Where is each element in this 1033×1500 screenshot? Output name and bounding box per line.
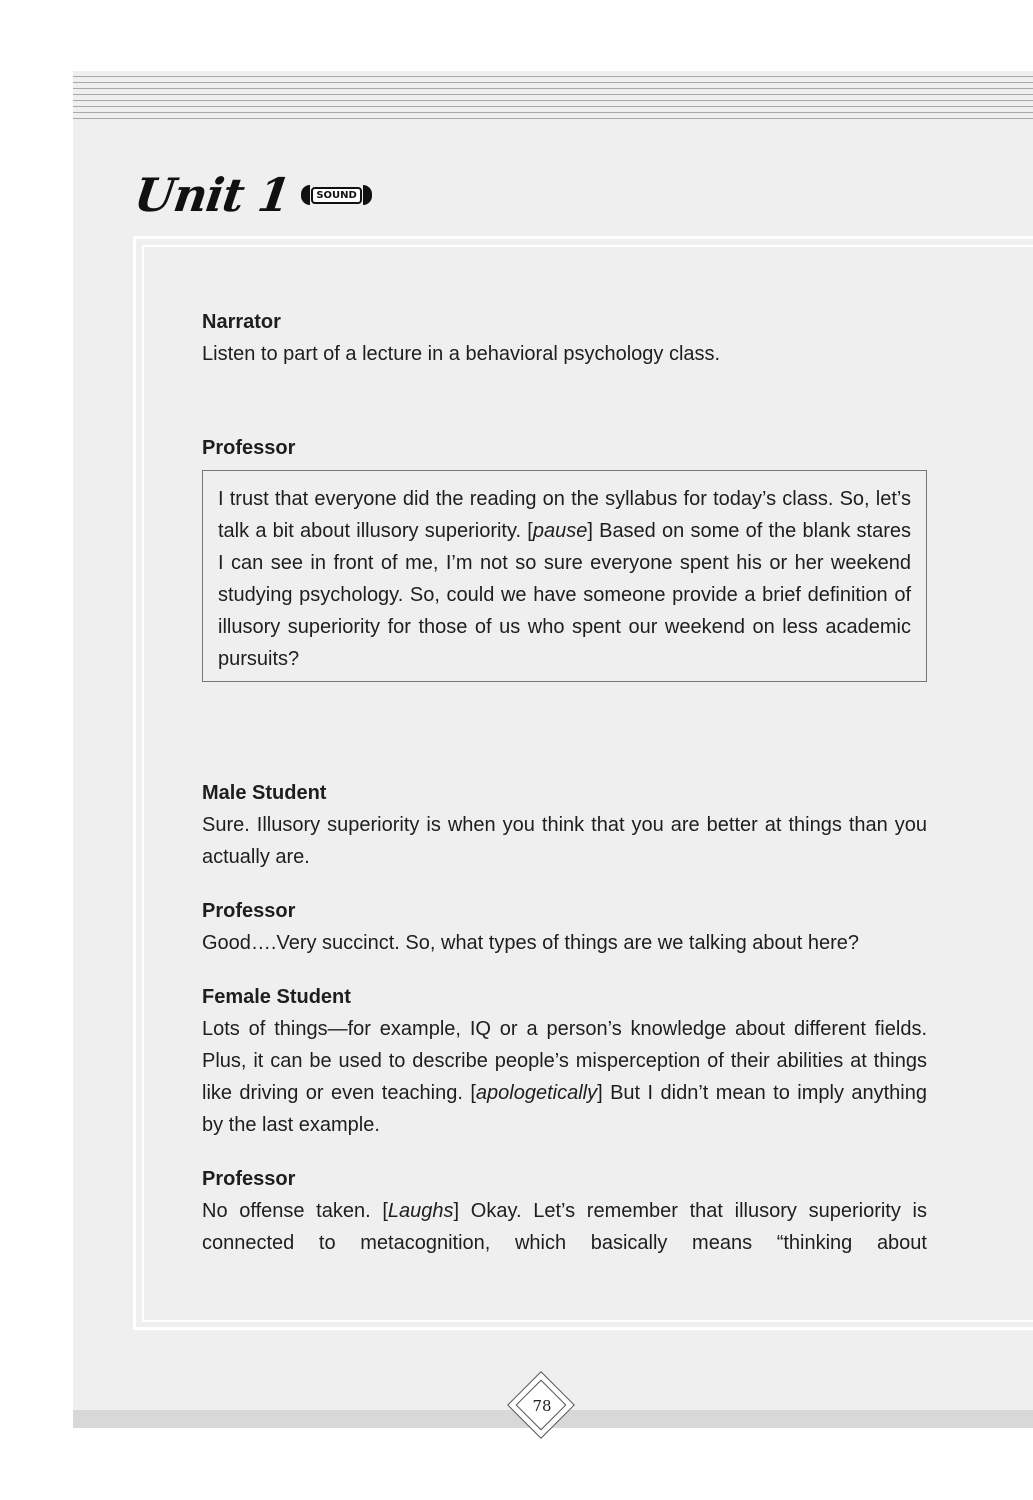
- male-student-text: Sure. Illusory superiority is when you think that you are better at things than you actually are.: [202, 814, 927, 868]
- professor-boxed-text: I trust that everyone did the reading on the syllabus for today’s class. So, let’s talk a bit about illusory superiority. [pause] Based on some of the blank stares I can see in front of me, I’m not so sure everyone spent his or her weekend studying psychology. So, could we have someone provide a brief definition of illusory superiority for those of us who spent our weekend on less academic pursuits?: [202, 470, 927, 682]
- narrator-text: Listen to part of a lecture in a behavioral psychology class.: [202, 343, 721, 365]
- speaker-label: Female Student: [202, 986, 351, 1008]
- unit-heading: [131, 160, 372, 230]
- stage-direction: apologetically: [475, 1082, 598, 1104]
- stage-direction: pause: [532, 520, 588, 542]
- header-rules: [73, 76, 1033, 124]
- speaker-label: Narrator: [202, 311, 281, 333]
- professor-text: Good….Very succinct. So, what types of things are we talking about here?: [202, 932, 860, 954]
- speaker-label: Professor: [202, 1168, 296, 1190]
- page-number: 78: [532, 1397, 552, 1415]
- speaker-label: Male Student: [202, 782, 327, 804]
- transcript: [202, 306, 927, 1259]
- stage-direction: Laughs: [387, 1200, 454, 1222]
- speaker-label: Professor: [202, 437, 296, 459]
- speaker-label: Professor: [202, 900, 296, 922]
- headphones-icon: [301, 185, 372, 205]
- sound-badge-label: SOUND: [311, 187, 362, 204]
- professor-text: No offense taken. [Laughs] Okay. Let’s remember that illusory superiority is connected to metacognition, which basically means “thinking about: [202, 1200, 927, 1254]
- unit-title: Unit 1: [131, 168, 294, 222]
- female-student-text: Lots of things—for example, IQ or a person’s knowledge about different fields. Plus, it can be used to describe people’s misperception of their abilities at things like driving or even teaching. [apologetically] But I didn’t mean to imply anything by the last example.: [202, 1018, 927, 1136]
